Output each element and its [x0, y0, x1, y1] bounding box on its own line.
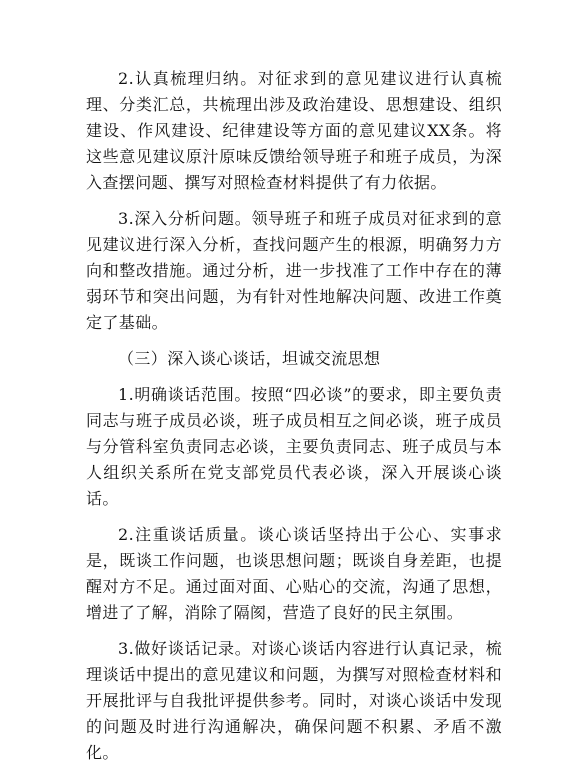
- document-body: [86, 66, 502, 776]
- section-heading-heart-to-heart-talks: （三）深入谈心谈话，坦诚交流思想: [118, 349, 381, 368]
- paragraph-talk-records: 3.做好谈话记录。对谈心谈话内容进行认真记录，梳理谈话中提出的意见建议和问题，为撰写对照检查材料和开展批评与自我批评提供参考。同时，对谈心谈话中发现的问题及时进行沟通解决，确保问题不积累、矛盾不激化。: [86, 639, 502, 762]
- paragraph-analyze-problems: 3.深入分析问题。领导班子和班子成员对征求到的意见建议进行深入分析，查找问题产生的根源，明确努力方向和整改措施。通过分析，进一步找准了工作中存在的薄弱环节和突出问题，为有针对性地解决问题、改进工作奠定了基础。: [86, 209, 502, 332]
- paragraph-talk-scope: 1.明确谈话范围。按照“四必谈”的要求，即主要负责同志与班子成员必谈，班子成员相互之间必谈，班子成员与分管科室负责同志必谈，主要负责同志、班子成员与本人组织关系所在党支部党员代表必谈，深入开展谈心谈话。: [86, 385, 502, 508]
- paragraph-sort-opinions: 2.认真梳理归纳。对征求到的意见建议进行认真梳理、分类汇总，共梳理出涉及政治建设、思想建设、组织建设、作风建设、纪律建设等方面的意见建议XX条。将这些意见建议原汁原味反馈给领导班子和班子成员，为深入查摆问题、撰写对照检查材料提供了有力依据。: [86, 69, 502, 192]
- paragraph-talk-quality: 2.注重谈话质量。谈心谈话坚持出于公心、实事求是，既谈工作问题，也谈思想问题；既谈自身差距，也提醒对方不足。通过面对面、心贴心的交流，沟通了思想，增进了了解，消除了隔阂，营造了良好的民主氛围。: [86, 525, 502, 622]
